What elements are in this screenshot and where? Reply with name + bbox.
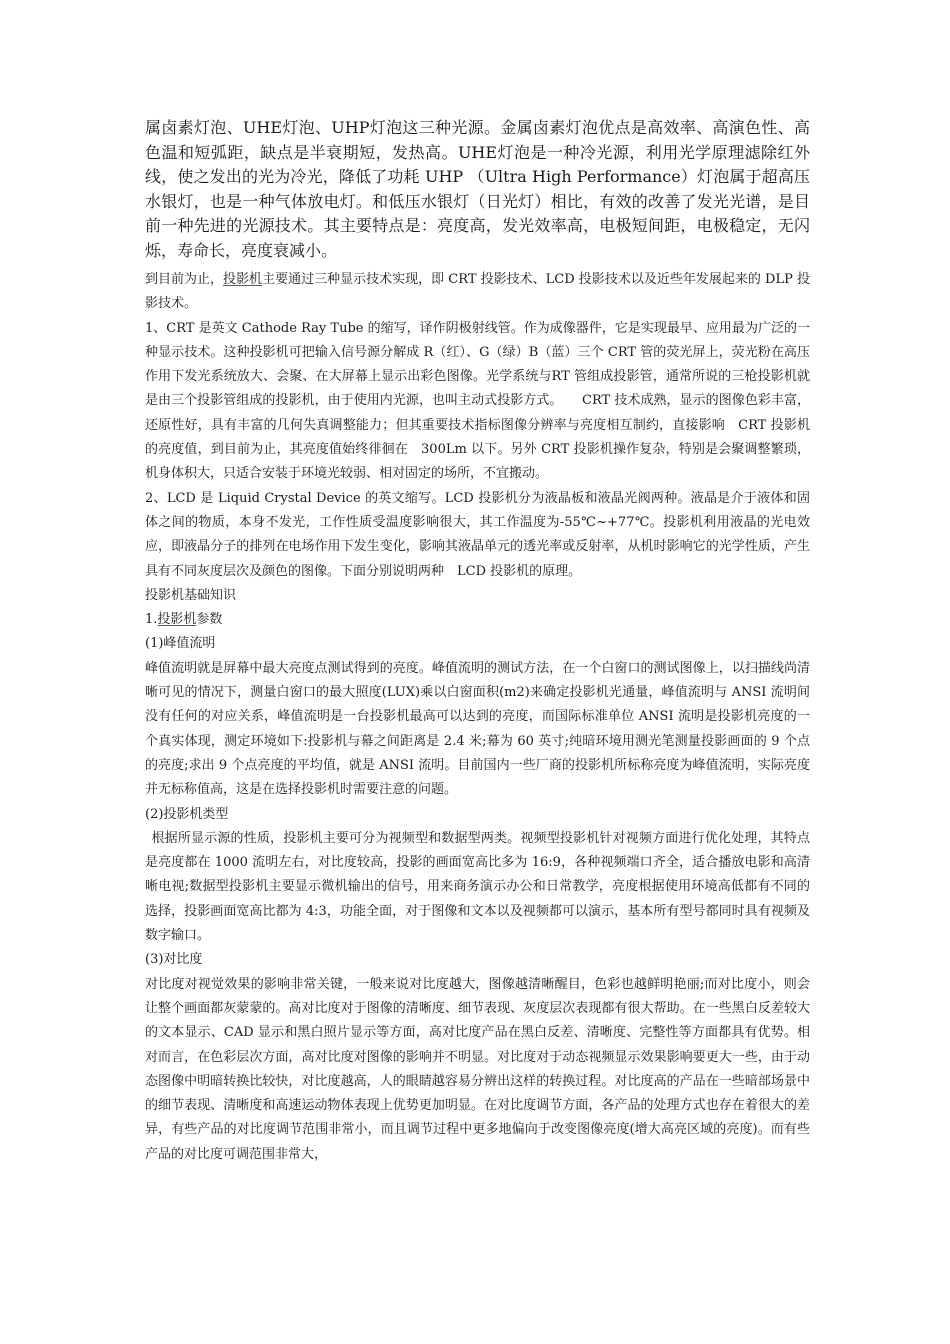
projector-type-paragraph: 根据所显示源的性质，投影机主要可分为视频型和数据型两类。视频型投影机针对视频方面进行优化处理，其特点是亮度都在 1000 流明左右，对比度较高，投影的画面宽高比多为 16:9，各种视频端口齐全，适合播放电影和高清晰电视;数据型投影机主要显示微机输出的信号，用来商务演示办公和日常教学，亮度根据使用环境高低都有不同的选择，投影画面宽高比都为 4:3，功能全面，对于图像和文本以及视频都可以演示，基本所有型号都同时具有视频及数字输口。 xyxy=(145,830,810,944)
peak-lumen-paragraph: 峰值流明就是屏幕中最大亮度点测试得到的亮度。峰值流明的测试方法，在一个白窗口的测试图像上，以扫描线尚清晰可见的情况下，测量白窗口的最大照度(LUX)乘以白窗面积(m2)来确定投影机光通量，峰值流明与 ANSI 流明间没有任何的对应关系，峰值流明是一台投影机最高可以达到的亮度，而国际标准单位 ANSI 流明是投影机亮度的一个真实体现，测定环境如下:投影机与幕之间距离是 2.4 米;幕为 60 英寸;纯暗环境用测光笔测量投影画面的 9 个点的亮度;求出 9 个点亮度的平均值，就是 ANSI 流明。目前国内一些厂商的投影机所标称亮度为峰值流明，实际亮度并无标称值高，这是在选择投影机时需要注意的问题。 xyxy=(145,660,810,798)
intro-after: 主要通过三种显示技术实现，即 CRT 投影技术、LCD 投影技术以及近些年发展起来的 DLP 投影技术。 xyxy=(145,272,810,312)
intro-before: 到目前为止， xyxy=(145,272,224,287)
params-suffix: 参数 xyxy=(196,612,223,628)
params-projector-link[interactable]: 投影机 xyxy=(157,612,197,628)
lead-paragraph: 属卤素灯泡、UHE灯泡、UHP灯泡这三种光源。金属卤素灯泡优点是高效率、高演色性、高色温和短弧距，缺点是半衰期短，发热高。UHE灯泡是一种冷光源，利用光学原理滤除红外线，使之发出的光为冷光，降低了功耗 UHP （Ultra High Performance）灯泡属于超高压水银灯，也是一种气体放电灯。和低压水银灯（日光灯）相比，有效的改善了发光光谱，是目前一种先进的光源技术。其主要特点是：亮度高，发光效率高，电极短间距，电极稳定，无闪烁，寿命长，亮度衰减小。 xyxy=(145,118,810,260)
projector-type-heading: (2)投影机类型 xyxy=(145,806,229,822)
params-prefix: 1. xyxy=(145,612,158,628)
peak-lumen-heading: (1)峰值流明 xyxy=(145,636,216,652)
intro-paragraph xyxy=(145,268,810,317)
crt-paragraph: 1、CRT 是英文 Cathode Ray Tube 的缩写，译作阴极射线管。作为成像器件，它是实现最早、应用最为广泛的一种显示技术。这种投影机可把输入信号源分解成 R（红）、G（绿）B（蓝）三个 CRT 管的荧光屏上，荧光粉在高压作用下发光系统放大、会聚、在大屏幕上显示出彩色图像。光学系统与RT 管组成投影管，通常所说的三枪投影机就是由三个投影管组成的投影机，由于使用内光源，也叫主动式投影方式。 CRT 技术成熟，显示的图像色彩丰富，还原性好，具有丰富的几何失真调整能力；但其重要技术指标图像分辨率与亮度相互制约，直接影响 CRT 投影机的亮度值，到目前为止，其亮度值始终徘徊在 300Lm 以下。另外 CRT 投影机操作复杂，特别是会聚调整繁琐，机身体积大，只适合安装于环境光较弱、相对固定的场所，不宜搬动。 xyxy=(145,320,810,482)
contrast-paragraph: 对比度对视觉效果的影响非常关键，一般来说对比度越大，图像越清晰醒目，色彩也越鲜明艳丽;而对比度小，则会让整个画面都灰蒙蒙的。高对比度对于图像的清晰度、细节表现、灰度层次表现都有很大帮助。在一些黑白反差较大的文本显示、CAD 显示和黑白照片显示等方面，高对比度产品在黑白反差、清晰度、完整性等方面都具有优势。相对而言，在色彩层次方面，高对比度对图像的影响并不明显。对比度对于动态视频显示效果影响要更大一些，由于动态图像中明暗转换比较快，对比度越高，人的眼睛越容易分辨出这样的转换过程。对比度高的产品在一些暗部场景中的细节表现、清晰度和高速运动物体表现上优势更加明显。在对比度调节方面，各产品的处理方式也存在着很大的差异，有些产品的对比度调节范围非常小，而且调节过程中更多地偏向于改变图像亮度(增大高亮区域的亮度)。而有些产品的对比度可调范围非常大， xyxy=(145,976,810,1162)
lcd-paragraph: 2、LCD 是 Liquid Crystal Device 的英文缩写。LCD 投影机分为液晶板和液晶光阀两种。液晶是介于液体和固体之间的物质，本身不发光，工作性质受温度影响很大，其工作温度为-55℃~+77℃。投影机利用液晶的光电效应，即液晶分子的排列在电场作用下发生变化，影响其液晶单元的透光率或反射率，从机时影响它的光学性质，产生具有不同灰度层次及颜色的图像。下面分别说明两种 LCD 投影机的原理。 xyxy=(145,490,810,579)
projector-link[interactable]: 投影机 xyxy=(223,272,263,287)
contrast-heading: (3)对比度 xyxy=(145,952,203,968)
params-heading xyxy=(145,608,810,632)
basics-title: 投影机基础知识 xyxy=(145,587,237,603)
document-body xyxy=(145,268,810,1167)
